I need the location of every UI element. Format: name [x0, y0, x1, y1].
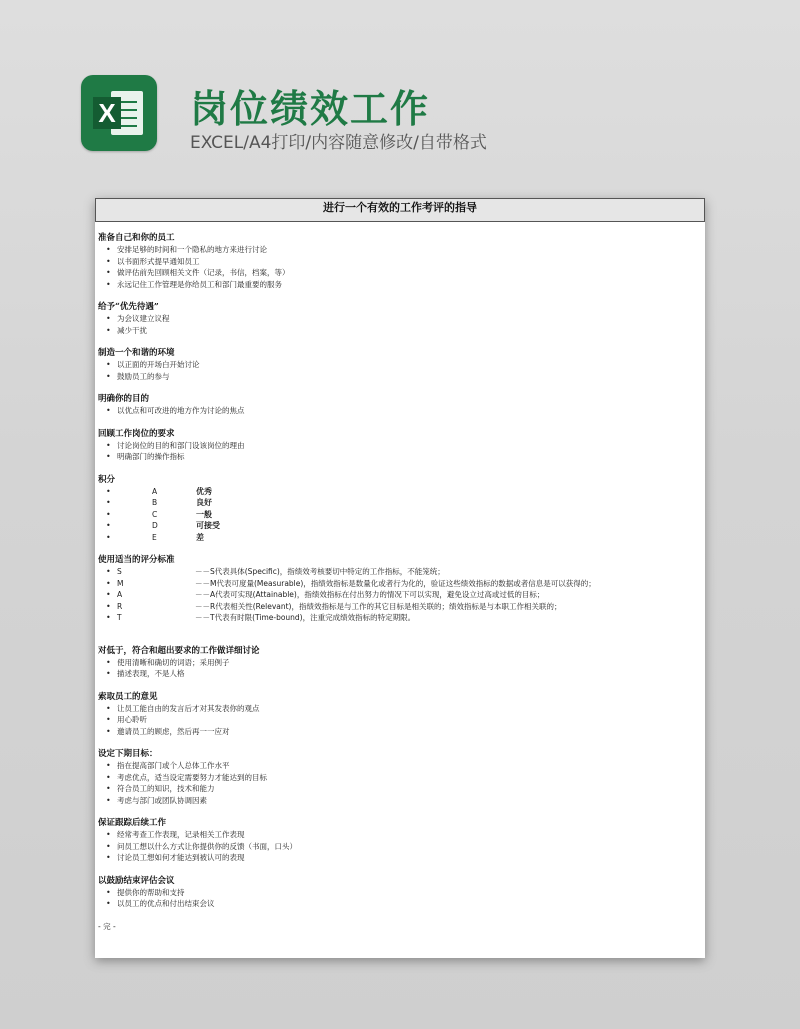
bullet-icon: • — [106, 509, 111, 519]
guide-section — [98, 347, 705, 382]
grade-letter: C — [152, 509, 158, 519]
end-mark: - 完 - — [98, 921, 116, 931]
list-item-text: 经常考查工作表现，记录相关工作表现 — [117, 830, 245, 839]
bullet-icon: • — [106, 726, 111, 736]
guide-section — [98, 817, 705, 864]
list-item — [98, 852, 705, 864]
bullet-icon: • — [106, 657, 111, 667]
list-item — [98, 371, 705, 383]
list-item-text: 让员工能自由的发言后才对其发表你的观点 — [117, 703, 260, 713]
bullet-icon: • — [106, 325, 111, 335]
list-item-text: 永远记住工作管理是你给员工和部门最重要的服务 — [117, 279, 282, 289]
list-item-text: 考虑优点，适当设定需要努力才能达到的目标 — [117, 772, 267, 782]
guide-section — [98, 393, 705, 417]
list-item — [98, 726, 705, 738]
spacer — [98, 635, 705, 645]
guide-section — [98, 232, 705, 290]
section-title: 对低于，符合和超出要求的工作做详细讨论 — [98, 645, 260, 656]
bullet-icon: • — [106, 452, 111, 461]
list-item-text: 减少干扰 — [117, 325, 147, 335]
guide-section — [98, 428, 705, 463]
section-title: 设定下期目标： — [98, 749, 158, 759]
bullet-icon: • — [106, 360, 111, 369]
criteria-row — [98, 566, 705, 578]
grade-letter: E — [152, 532, 157, 542]
list-item-text: 安排足够的时间和一个隐私的地方来进行讨论 — [117, 245, 267, 254]
bullet-icon: • — [106, 784, 111, 793]
list-item-text: 使用清晰和确切的词语；采用例子 — [117, 657, 230, 667]
list-item — [98, 440, 705, 452]
grade-row — [98, 520, 705, 532]
criteria-row — [98, 589, 705, 601]
section-title: 积分 — [98, 474, 116, 485]
list-item — [98, 359, 705, 371]
list-item — [98, 244, 705, 256]
section-title: 明确你的目的 — [98, 394, 150, 404]
list-item — [98, 451, 705, 463]
criteria-desc: －－A代表可实现(Attainable)，指绩效指标在付出努力的情况下可以实现，避免设立过高或过低的目标； — [195, 590, 545, 599]
section-title: 以鼓励结束评估会议 — [98, 875, 175, 886]
list-item-text: 鼓励员工的参与 — [117, 371, 170, 381]
list-item-text: 以员工的优点和付出结束会议 — [117, 899, 215, 908]
bullet-icon: • — [106, 498, 111, 507]
criteria-desc: －－M代表可度量(Measurable)，指绩效指标是数量化或者行为化的，验证这些绩效指标的数据或者信息是可以获得的； — [195, 578, 596, 588]
section-title: 索取员工的意见 — [98, 691, 158, 702]
bullet-icon: • — [106, 761, 111, 770]
bullet-icon: • — [106, 613, 111, 622]
bullet-icon: • — [106, 245, 111, 254]
bullet-icon: • — [106, 899, 111, 908]
guide-section — [98, 748, 705, 806]
list-item — [98, 668, 705, 680]
list-item-text: 指在提高部门或个人总体工作水平 — [117, 761, 230, 770]
list-item-text: 做评估前先回顾相关文件（记录，书信，档案，等） — [117, 268, 290, 277]
excel-x-icon: X — [93, 97, 121, 129]
list-item-text: 考虑与部门或团队协调因素 — [117, 795, 207, 805]
criteria-code: S — [117, 567, 122, 576]
bullet-icon: • — [106, 567, 111, 576]
guide-section — [98, 875, 705, 910]
bullet-icon: • — [106, 314, 111, 323]
list-item — [98, 405, 705, 417]
list-item — [98, 325, 705, 337]
criteria-desc: －－T代表有时限(Time-bound)，注重完成绩效指标的特定期限。 — [195, 613, 416, 622]
grade-row — [98, 509, 705, 521]
bullet-icon: • — [106, 715, 111, 724]
list-item — [98, 256, 705, 268]
page-subtitle: EXCEL/A4打印/内容随意修改/自带格式 — [190, 133, 487, 153]
page-title: 岗位绩效工作 — [190, 87, 431, 131]
criteria-code: R — [117, 601, 123, 611]
criteria-code: A — [117, 590, 123, 599]
bullet-icon: • — [106, 256, 111, 266]
list-item — [98, 772, 705, 784]
criteria-desc: －－S代表具体(Specific)，指绩效考核要切中特定的工作指标，不能笼统； — [195, 567, 445, 576]
grade-letter: B — [152, 498, 158, 507]
grading-section — [98, 474, 705, 544]
bullet-icon: • — [106, 440, 111, 450]
list-item-text: 邀请员工的顾虑，然后再一一应对 — [117, 726, 230, 736]
list-item — [98, 783, 705, 795]
criteria-row — [98, 578, 705, 590]
list-item-text: 明确部门的操作指标 — [117, 452, 185, 461]
bullet-icon: • — [106, 795, 111, 805]
list-item — [98, 279, 705, 291]
criteria-section — [98, 554, 705, 624]
bullet-icon: • — [106, 406, 111, 415]
bullet-icon: • — [106, 268, 111, 277]
criteria-row — [98, 601, 705, 613]
list-item — [98, 657, 705, 669]
grade-row — [98, 532, 705, 544]
grade-letter: A — [152, 486, 158, 496]
list-item-text: 描述表现，不是人格 — [117, 669, 185, 678]
bullet-icon: • — [106, 887, 111, 897]
bullet-icon: • — [106, 772, 111, 782]
criteria-code: T — [117, 613, 122, 622]
list-item — [98, 703, 705, 715]
list-item — [98, 829, 705, 841]
bullet-icon: • — [106, 486, 111, 496]
bullet-icon: • — [106, 590, 111, 599]
grade-label: 优秀 — [196, 485, 212, 496]
grade-row — [98, 486, 705, 498]
list-item — [98, 714, 705, 726]
grade-label: 一般 — [196, 508, 212, 519]
list-item — [98, 898, 705, 910]
bullet-icon: • — [106, 578, 111, 588]
section-title: 制造一个和谐的环境 — [98, 348, 175, 358]
section-title: 保证跟踪后续工作 — [98, 818, 167, 828]
bullet-icon: • — [106, 532, 111, 542]
section-title: 给予“优先待遇” — [98, 302, 159, 312]
list-item-text: 以书面形式提早通知员工 — [117, 256, 200, 266]
section-title: 准备自己和你的员工 — [98, 233, 175, 243]
bullet-icon: • — [106, 703, 111, 713]
grade-row — [98, 497, 705, 509]
bullet-icon: • — [106, 371, 111, 381]
criteria-desc: －－R代表相关性(Relevant)，指绩效指标是与工作的其它目标是相关联的；绩效指标是与本职工作相关联的； — [195, 601, 562, 611]
bullet-icon: • — [106, 853, 111, 862]
criteria-code: M — [117, 578, 124, 588]
bullet-icon: • — [106, 841, 111, 851]
grade-letter: D — [152, 521, 158, 530]
list-item — [98, 795, 705, 807]
sheet-title: 进行一个有效的工作考评的指导 — [95, 198, 705, 222]
guide-section — [98, 691, 705, 738]
list-item-text: 符合员工的知识，技术和能力 — [117, 784, 215, 793]
guide-section — [98, 645, 705, 680]
bullet-icon: • — [106, 669, 111, 678]
spreadsheet-page — [95, 198, 705, 958]
list-item-text: 为会议建立议程 — [117, 314, 170, 323]
list-item-text: 以优点和可改进的地方作为讨论的焦点 — [117, 406, 245, 415]
list-item-text: 讨论员工想如何才能达到被认可的表现 — [117, 853, 245, 862]
grade-label: 差 — [196, 531, 204, 542]
list-item-text: 以正面的开场白开始讨论 — [117, 360, 200, 369]
grade-label: 良好 — [196, 497, 212, 507]
bullet-icon: • — [106, 601, 111, 611]
excel-app-icon — [81, 75, 157, 151]
list-item-text: 讨论岗位的目的和部门设该岗位的理由 — [117, 440, 245, 450]
list-item — [98, 760, 705, 772]
list-item-text: 用心聆听 — [117, 715, 147, 724]
list-item — [98, 887, 705, 899]
list-item-text: 提供你的帮助和支持 — [117, 887, 185, 897]
list-item — [98, 313, 705, 325]
list-item — [98, 267, 705, 279]
criteria-row — [98, 612, 705, 624]
sheet-content — [95, 222, 705, 932]
bullet-icon: • — [106, 521, 111, 530]
list-item-text: 问员工想以什么方式让你提供你的反馈（书面，口头） — [117, 841, 297, 851]
section-title: 回顾工作岗位的要求 — [98, 428, 175, 439]
bullet-icon: • — [106, 830, 111, 839]
bullet-icon: • — [106, 279, 111, 289]
section-title: 使用适当的评分标准 — [98, 555, 175, 565]
grade-label: 可接受 — [196, 520, 220, 530]
guide-section — [98, 301, 705, 336]
list-item — [98, 841, 705, 853]
